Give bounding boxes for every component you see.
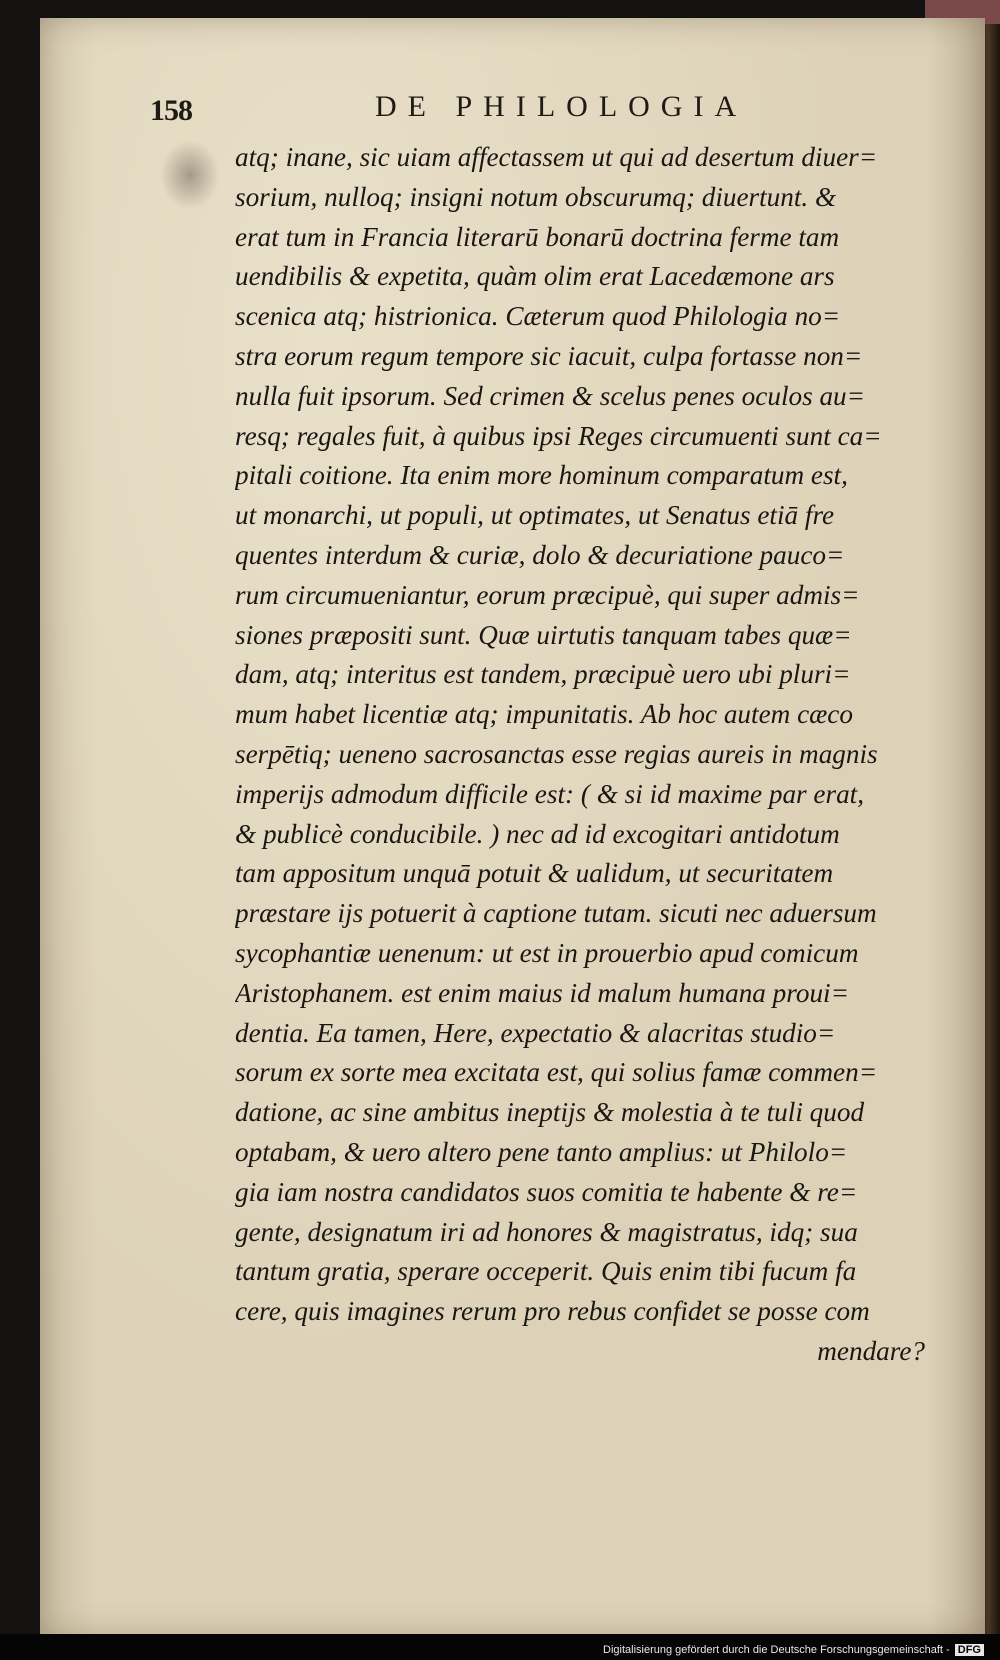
text-line: datione, ac sine ambitus ineptijs & molestia à te tuli quod bbox=[235, 1097, 865, 1128]
dfg-logo: DFG bbox=[955, 1644, 984, 1656]
text-line: imperijs admodum difficile est: ( & si id maxime par erat, bbox=[235, 778, 865, 809]
text-line: rum circumueniantur, eorum præcipuè, qui super admis= bbox=[235, 579, 860, 610]
text-line: dentia. Ea tamen, Here, expectatio & alacritas studio= bbox=[235, 1017, 836, 1048]
text-line: dam, atq; interitus est tandem, præcipuè uero ubi pluri= bbox=[235, 659, 851, 690]
text-line: gia iam nostra candidatos suos comitia te habente & re= bbox=[235, 1176, 858, 1207]
page-header bbox=[150, 90, 940, 134]
digitization-credit bbox=[603, 1644, 984, 1656]
text-line: præstare ijs potuerit à captione tutam. sicuti nec aduersum bbox=[235, 898, 877, 929]
text-line: atq; inane, sic uiam affectassem ut qui ad desertum diuer= bbox=[235, 142, 878, 172]
text-line: serpētiq; ueneno sacrosanctas esse regias aureis in magnis bbox=[235, 738, 878, 769]
text-line: cere, quis imagines rerum pro rebus confidet se posse com bbox=[235, 1296, 870, 1327]
text-line: ut monarchi, ut populi, ut optimates, ut Senatus etiā fre bbox=[235, 500, 835, 531]
text-line: tantum gratia, sperare occeperit. Quis enim tibi fucum fa bbox=[235, 1256, 857, 1287]
text-line: nulla fuit ipsorum. Sed crimen & scelus penes oculos au= bbox=[235, 380, 865, 411]
credit-text: Digitalisierung gefördert durch die Deutsche Forschungsgemeinschaft - bbox=[603, 1644, 950, 1656]
text-line: gente, designatum iri ad honores & magistratus, idq; sua bbox=[235, 1216, 858, 1247]
text-line: sorum ex sorte mea excitata est, qui solius famæ commen= bbox=[235, 1057, 878, 1088]
body-text bbox=[235, 138, 935, 1372]
text-line: sycophantiæ uenenum: ut est in prouerbio apud comicum bbox=[235, 937, 859, 968]
text-line: stra eorum regum tempore sic iacuit, culpa fortasse non= bbox=[235, 340, 863, 371]
text-line: uendibilis & expetita, quàm olim erat Lacedæmone ars bbox=[235, 261, 835, 292]
running-title: DE PHILOLOGIA bbox=[375, 90, 748, 123]
text-line-last: mendare? bbox=[817, 1335, 925, 1366]
text-line: Aristophanem. est enim maius id malum humana proui= bbox=[235, 977, 849, 1008]
margin-smudge bbox=[160, 140, 220, 210]
text-line: mum habet licentiæ atq; impunitatis. Ab hoc autem cæco bbox=[235, 699, 853, 730]
text-line: siones præpositi sunt. Quæ uirtutis tanquam tabes quæ= bbox=[235, 619, 852, 650]
text-line: scenica atq; histrionica. Cæterum quod Philologia no= bbox=[235, 301, 841, 332]
text-line: pitali coitione. Ita enim more hominum comparatum est, bbox=[235, 460, 848, 491]
text-line: & publicè conducibile. ) nec ad id excogitari antidotum bbox=[235, 818, 840, 849]
text-line: optabam, & uero altero pene tanto amplius: ut Philolo= bbox=[235, 1136, 848, 1167]
text-line: resq; regales fuit, à quibus ipsi Reges circumuenti sunt ca= bbox=[235, 420, 882, 451]
page-number: 158 bbox=[150, 94, 192, 127]
text-line: quentes interdum & curiæ, dolo & decuriatione pauco= bbox=[235, 539, 845, 570]
text-line: sorium, nulloq; insigni notum obscurumq; diuertunt. & bbox=[235, 181, 837, 212]
text-line: erat tum in Francia literarū bonarū doctrina ferme tam bbox=[235, 221, 840, 252]
text-line: tam appositum unquā potuit & ualidum, ut securitatem bbox=[235, 858, 834, 889]
